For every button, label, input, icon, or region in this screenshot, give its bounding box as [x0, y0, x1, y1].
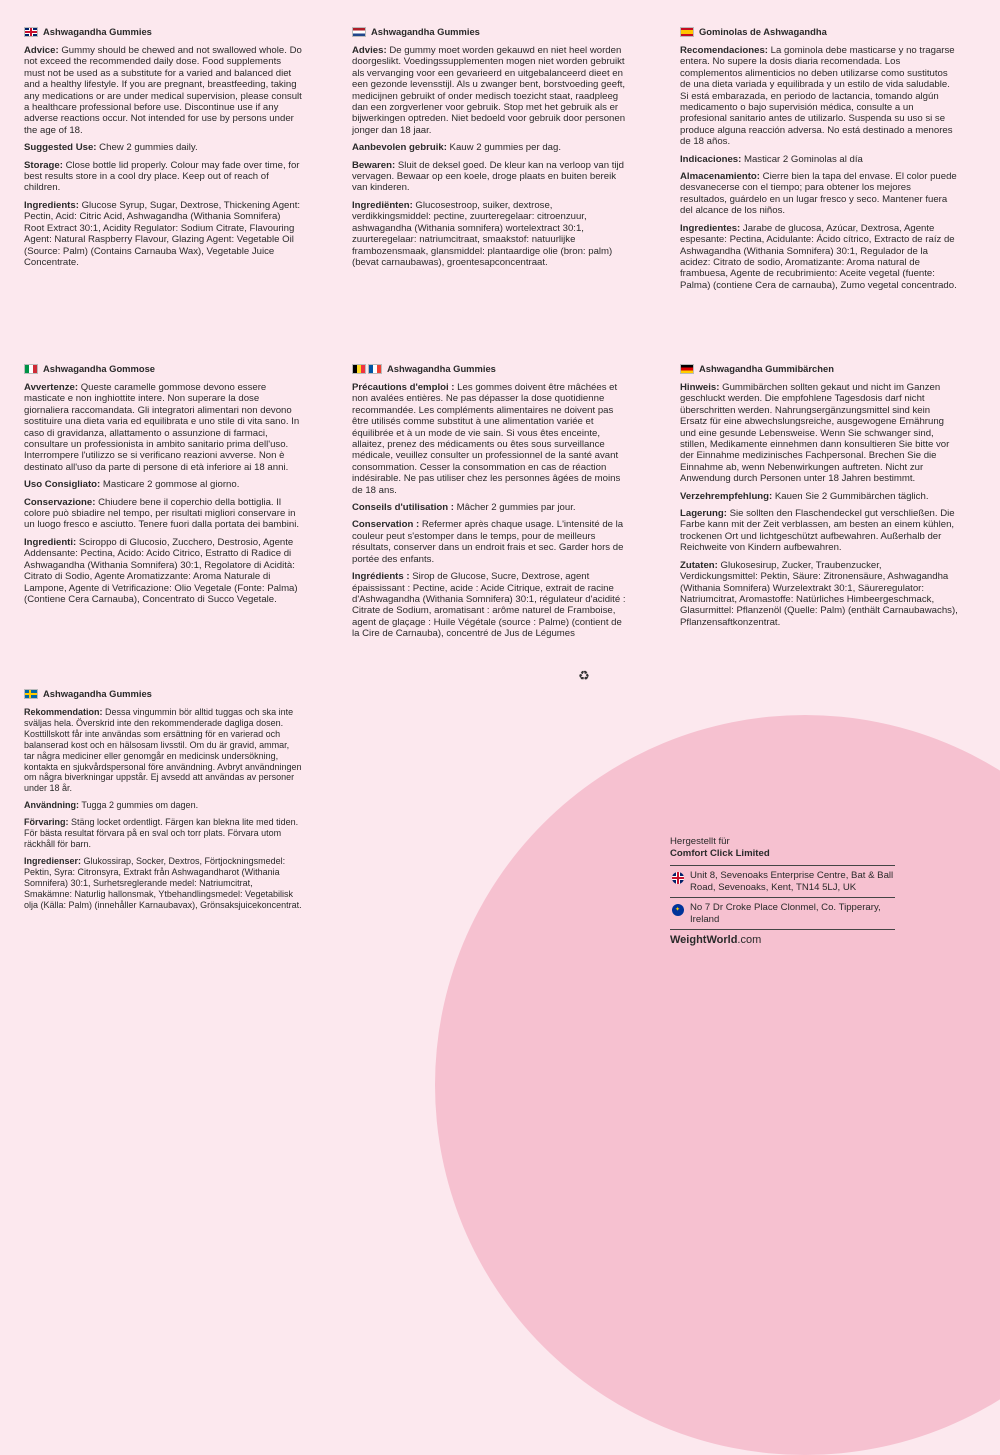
column-en — [24, 26, 302, 274]
column-title: Ashwagandha Gummies — [24, 688, 302, 700]
nl-flag-icon — [352, 27, 366, 37]
section-advice: Rekommendation: Dessa vingummin bör alltid tuggas och ska inte sväljas hela. Överskrid inte den rekommenderade dagliga dosen. Kosttillskott får inte användas som ersättning för en varierad och balanserad kost och en hälsosam livsstil. Om du är gravid, ammar, tar några mediciner eller genomgår en medicinsk undersökning, kontakta en sjukvårdspersonal före användning. Avbryt användningen om några biverkningar uppstår. Ej avsedd att användas av personer under 18 år. — [24, 707, 302, 794]
manufacturer-heading: Hergestellt für — [670, 836, 730, 847]
brand-logo: WeightWorld.com — [670, 934, 762, 946]
section-storage: Förvaring: Stäng locket ordentligt. Färgen kan blekna lite med tiden. För bästa resultat förvara på en sval och torr plats. Förvara utom räckhåll för barn. — [24, 817, 299, 849]
column-title: Ashwagandha Gummies — [24, 26, 302, 38]
section-advice: Advice: Gummy should be chewed and not swallowed whole. Do not exceed the recommended daily dose. Food supplements must not be used as a substitute for a varied and balanced diet and a healthy lifestyle. If you are pregnant, breastfeeding, taking any medications or are under medical supervision, please consult a healthcare professional before use. Discontinue use if any adverse reactions occur. Not intended for use by persons under the age of 18. — [24, 45, 302, 136]
column-title: Ashwagandha Gummies — [352, 26, 630, 38]
column-sv — [24, 688, 302, 916]
uk-flag-icon — [672, 872, 684, 884]
eu-flag-icon — [672, 904, 684, 916]
section-ingredients: Zutaten: Glukosesirup, Zucker, Traubenzucker, Verdickungsmittel: Pektin, Säure: Zitronensäure, Ashwagandha (Withania Somnifera) Wurzelextrakt 30:1, Säureregulator: Natriumcitrat, Aromastoffe: Natürliches Himbeergeschmack, Glasurmittel: Pflanzenöl (Quelle: Palm) (enthält Carnaubawachs), Pflanzensaftkonzentrat. — [680, 559, 958, 628]
section-use: Indicaciones: Masticar 2 Gominolas al día — [680, 153, 863, 165]
column-it — [24, 363, 302, 611]
es-flag-icon — [680, 27, 694, 37]
section-storage: Lagerung: Sie sollten den Flaschendeckel gut verschließen. Die Farbe kann mit der Zeit verblassen, am besten an einem kühlen, trockenen Ort und lichtgeschützt aufbewahren. Außerhalb der Reichweite von Kindern aufbewahren. — [680, 508, 955, 554]
section-use: Aanbevolen gebruik: Kauw 2 gummies per dag. — [352, 142, 562, 154]
column-es — [680, 26, 958, 297]
be-flag-icon — [352, 364, 366, 374]
section-use: Suggested Use: Chew 2 gummies daily. — [24, 142, 198, 154]
section-advice: Recomendaciones: La gominola debe masticarse y no tragarse entera. No supere la dosis diaria recomendada. Los complementos alimenticios no deben utilizarse como sustitutos de una dieta variada y equilibrada y un estilo de vida saludable. Si está embarazada, en periodo de lactancia, tomando algún medicamento o bajo supervisión médica, consulte a un profesional sanitario antes de utilizarlo. Suspenda su uso si se produce alguna reacción adversa. No está destinado a menores de 18 años. — [680, 45, 955, 148]
section-storage: Bewaren: Sluit de deksel goed. De kleur kan na verloop van tijd vervagen. Bewaar op een koele, droge plaats en buiten bereik van kinderen. — [352, 159, 624, 194]
section-advice: Hinweis: Gummibärchen sollten gekaut und nicht im Ganzen geschluckt werden. Die empfohlene Tagesdosis darf nicht überschritten werden. Nahrungsergänzungsmittel sind kein Ersatz für eine abwechslungsreiche, ausgewogene Ernährung und eine gesunde Lebensweise. Wenn Sie schwanger sind, stillen, Medikamente einnehmen dann konsultieren Sie bitte vor der Einnahme medizinisches Fachpersonal. Brechen Sie die Einnahme ab, wenn Nebenwirkungen auftreten. Nicht zur Anwendung durch Personen unter 18 Jahren bestimmt. — [680, 382, 950, 485]
column-title: Ashwagandha Gummies — [352, 363, 630, 375]
de-flag-icon — [680, 364, 694, 374]
se-flag-icon — [24, 689, 38, 699]
manufacturer-info — [670, 836, 895, 947]
company-name: Comfort Click Limited — [670, 847, 770, 859]
section-use: Uso Consigliato: Masticare 2 gommose al giorno. — [24, 479, 240, 491]
uk-flag-icon — [24, 27, 38, 37]
column-nl — [352, 26, 630, 274]
section-ingredients: Ingrediënten: Glucosestroop, suiker, dextrose, verdikkingsmiddel: pectine, zuurteregelaar: citroenzuur, ashwagandha (Withania somnifera) wortelextract 30:1, zuurteregelaar: natriumcitraat, smaakstof: natuurlijke frambozensmaak, glansmiddel: plantaardige olie (bron: palm) (bevat carnaubawas), groentesapconcentraat. — [352, 199, 613, 268]
section-storage: Almacenamiento: Cierre bien la tapa del envase. El color puede desvanecerse con el tiempo; para obtener los mejores resultados, guárdelo en un lugar fresco y seco. Mantener fuera del alcance de los niños. — [680, 171, 957, 217]
address-ie: ✦ No 7 Dr Croke Place Clonmel, Co. Tipperary, Ireland — [670, 897, 895, 930]
section-ingredients: Ingredienser: Glukossirap, Socker, Dextros, Förtjockningsmedel: Pektin, Syra: Citronsyra, Extrakt från Ashwagandharot (Withania Somnifera) 30:1, Surhetsreglerande medel: Natriumcitrat, Smakämne: Naturlig hallonsmak, Ytbehandlingsmedel: Vegetabilisk olja (Källa: Palm) (innehåller Karnaubavax), Grönsaksjuicekoncentrat. — [24, 855, 302, 910]
section-ingredients: Ingrédients : Sirop de Glucose, Sucre, Dextrose, agent épaississant : Pectine, acide : Acide Citrique, extrait de racine d'Ashwagandha (Withania Somnifera) 30:1, régulateur d'acidité : Citrate de Sodium, aromatisant : arôme naturel de Framboise, agent de glaçage : Huile Végétale (source : Palme) (contient de la Cire de Carnauba), concentré de Jus de Légumes — [352, 571, 626, 640]
column-fr — [352, 363, 630, 646]
column-title: Ashwagandha Gommose — [24, 363, 302, 375]
section-storage: Storage: Close bottle lid properly. Colour may fade over time, for best results store in a cool dry place. Keep out of reach of children. — [24, 159, 300, 194]
section-use: Användning: Tugga 2 gummies om dagen. — [24, 800, 199, 811]
column-de — [680, 363, 958, 634]
section-ingredients: Ingredients: Glucose Syrup, Sugar, Dextrose, Thickening Agent: Pectin, Acid: Citric Acid, Ashwagandha (Withania Somnifera) Root Extract 30:1, Acidity Regulator: Sodium Citrate, Flavouring Agent: Natural Raspberry Flavour, Glazing Agent: Vegetable Oil (Source: Palm) (Contains Carnauba Wax), Vegetable Juice Concentrate. — [24, 199, 301, 268]
address-uk: Unit 8, Sevenoaks Enterprise Centre, Bat & Ball Road, Sevenoaks, Kent, TN14 5LJ, UK — [670, 865, 895, 897]
section-ingredients: Ingredienti: Sciroppo di Glucosio, Zucchero, Destrosio, Agente Addensante: Pectina, Acido: Acido Citrico, Estratto di Radice di Ashwagandha (Withania Somnifera) 30:1, Regolatore di Acidità: Citrato di Sodio, Agente Aromatizzante: Aroma Naturale di Lampone, Agente di Vetrificazione: Olio Vegetale (Fonte: Palma) (Contiene Cera Carnauba), Concentrato di Succo Vegetale. — [24, 536, 298, 605]
fr-flag-icon — [368, 364, 382, 374]
section-advice: Avvertenze: Queste caramelle gommose devono essere masticate e non inghiottite intere. Non superare la dose giornaliera raccomandata. Gli integratori alimentari non devono sostituire una dieta varia ed equilibrata e uno stile di vita sano. In caso di gravidanza, allattamento o assunzione di farmaci, consultare un professionista in ambito sanitario prima dell'uso. Interrompere l'utilizzo se si verificano reazioni avverse. Non è destinato all'uso da parte di persone di età inferiore ai 18 anni. — [24, 382, 300, 473]
section-storage: Conservation : Refermer après chaque usage. L'intensité de la couleur peut s'estomper dans le temps, pour de meilleurs résultats, conserver dans un endroit frais et sec. Garder hors de portée des enfants. — [352, 519, 624, 565]
section-use: Verzehrempfehlung: Kauen Sie 2 Gummibärchen täglich. — [680, 490, 929, 502]
pink-circle-decoration — [435, 715, 1000, 1455]
section-use: Conseils d'utilisation : Mâcher 2 gummies par jour. — [352, 502, 576, 514]
section-advice: Advies: De gummy moet worden gekauwd en niet heel worden doorgeslikt. Voedingssupplementen mogen niet worden gebruikt als vervanging voor een gevarieerd en uitgebalanceerd dieet en een gezonde levensstijl. Als u zwanger bent, borstvoeding geeft, medicijnen gebruikt of onder medisch toezicht staat, raadpleeg dan een zorgverlener voor gebruik. Stop met het gebruik als er bijwerkingen optreden. Niet bedoeld voor gebruik door personen jonger dan 18 jaar. — [352, 45, 626, 136]
column-title: Ashwagandha Gummibärchen — [680, 363, 958, 375]
section-storage: Conservazione: Chiudere bene il coperchio della bottiglia. Il colore può sbiadire nel tempo, per risultati migliori conservare in un luogo fresco e asciutto. Tenere fuori dalla portata dei bambini. — [24, 496, 300, 531]
column-title: Gominolas de Ashwagandha — [680, 26, 958, 38]
it-flag-icon — [24, 364, 38, 374]
section-advice: Précautions d'emploi : Les gommes doivent être mâchées et non avalées entières. Ne pas dépasser la dose quotidienne recommandée. Les compléments alimentaires ne doivent pas être utilisés comme substitut à une alimentation variée et équilibrée et à un mode de vie sain. Si vous êtes enceinte, allaitez, prenez des médicaments ou êtes sous surveillance médicale, veuillez consulter un professionnel de la santé avant consommation. Cesser la consommation en cas de réaction indésirable. Ne pas utiliser chez les personnes âgées de moins de 18 ans. — [352, 382, 621, 496]
recycle-person-icon: ♻ — [578, 668, 590, 683]
section-ingredients: Ingredientes: Jarabe de glucosa, Azúcar, Dextrosa, Agente espesante: Pectina, Acidulante: Ácido cítrico, Extracto de raíz de Ashwagandha (Withania Somnifera) 30:1, Regulador de la acidez: Citrato de sodio, Aromatizante: Aroma natural de frambuesa, Agente de recubrimiento: Aceite vegetal (fuente: Palma) (contiene Cera de carnauba), Zumo vegetal concentrado. — [680, 222, 957, 291]
